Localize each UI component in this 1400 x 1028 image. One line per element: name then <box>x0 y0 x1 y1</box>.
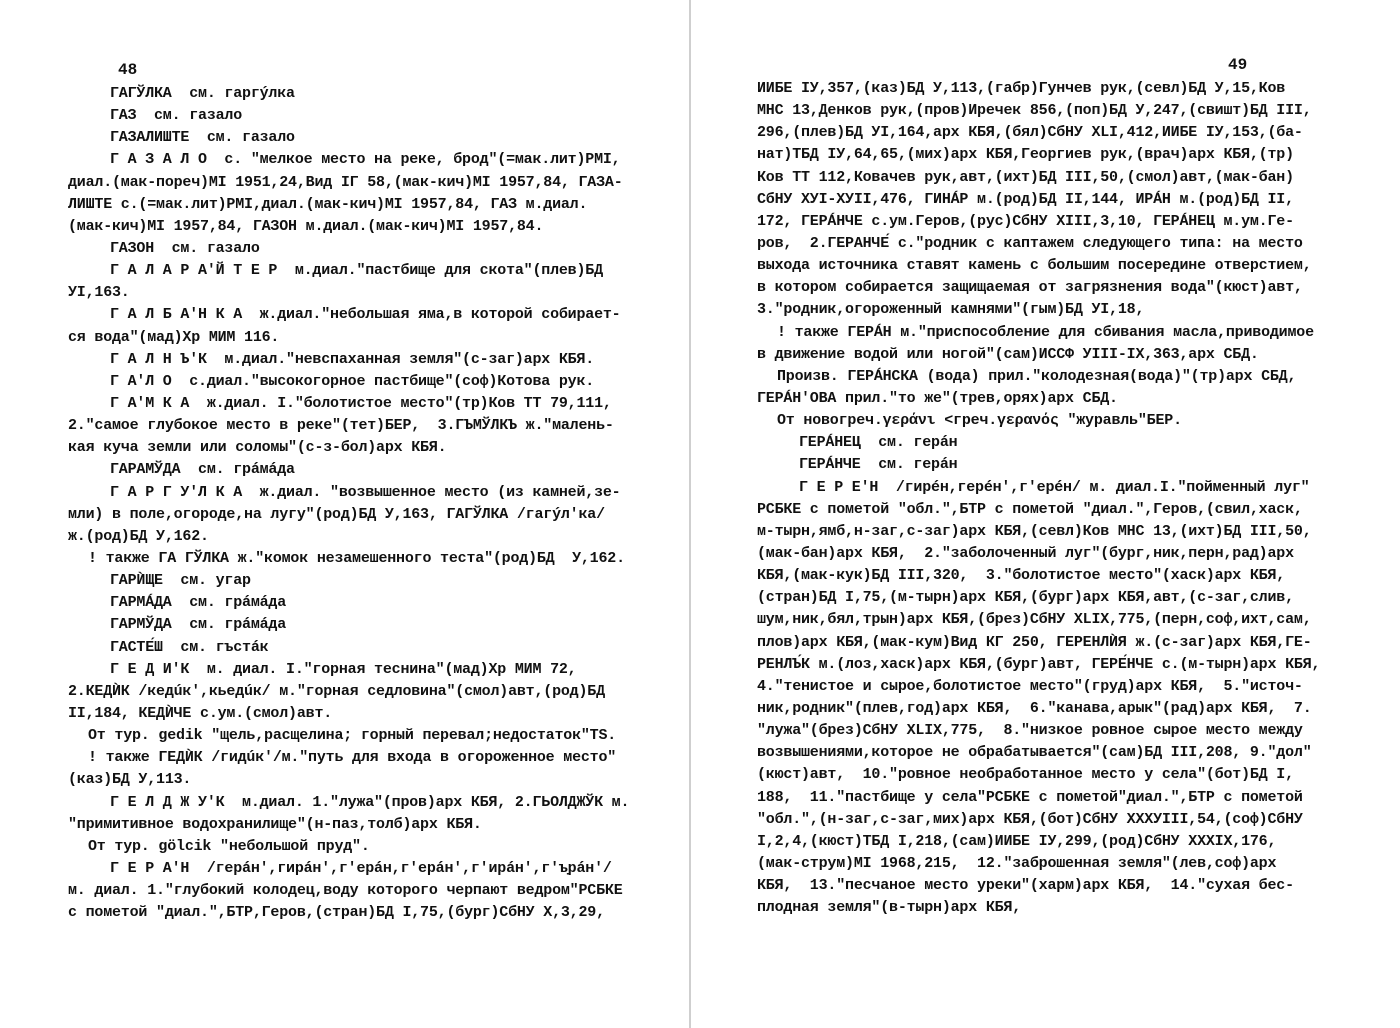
right-page <box>692 0 1400 1028</box>
text-line: выхода источника ставят камень с большим посередине отверстием, <box>757 257 1312 275</box>
text-line: Г Е Л Д Ж У'К м.диал. 1."лужа"(пров)арх КБЯ, 2.ГЬОЛДЖЎК м. <box>110 793 630 811</box>
text-line: ГЕРÁН'ОВА прил."то же"(трев,орях)арх СБД. <box>757 389 1118 407</box>
text-line: ж.(род)БД У,162. <box>68 527 209 545</box>
text-line: 3."родник,огороженный камнями"(гым)БД УІ,18, <box>757 301 1145 319</box>
text-line: плодная земля"(в-тырн)арх КБЯ, <box>757 899 1022 917</box>
text-line: Г А Л Н Ъ'К м.диал."невспаханная земля"(с-заг)арх КБЯ. <box>110 350 595 368</box>
text-line: От тур. gedik "щель,расщелина; горный перевал;недостаток"TS. <box>88 727 617 745</box>
text-line: "примитивное водохранилище"(н-паз,толб)арх КБЯ. <box>68 815 482 833</box>
text-line: ГЕРÁНЧЕ см. герáн <box>799 456 958 474</box>
text-line: ГАСТЕ́Ш см. гъстáк <box>110 638 269 656</box>
text-line: с пометой "диал.",БТР,Геров,(стран)БД І,75,(бург)СбНУ Х,3,29, <box>68 904 605 922</box>
text-line: диал.(мак-пореч)МІ 1951,24,Вид ІГ 58,(мак-кич)МІ 1957,84, ГАЗА- <box>68 173 623 191</box>
text-line: От новогреч.γεράνι <греч.γερανός "журавль"БЕР. <box>777 412 1182 430</box>
text-line: ! также ГЕДЍК /гидúк'/м."путь для входа в огороженное место" <box>88 749 617 767</box>
text-line: ГАРМÁДА см. грáмáда <box>110 594 287 612</box>
text-line: ЛИШТЕ с.(=мак.лит)РМІ,диал.(мак-кич)МІ 1957,84, ГАЗ м.диал. <box>68 195 588 213</box>
text-line: Г А'Л О с.диал."высокогорное пастбище"(соф)Котова рук. <box>110 372 595 390</box>
text-line: (каз)БД У,113. <box>68 771 192 789</box>
text-line: ГАГЎЛКА см. гаргýлка <box>110 85 295 102</box>
text-line: (стран)БД І,75,(м-тырн)арх КБЯ,(бург)арх КБЯ,авт,(с-заг,слив, <box>757 589 1294 607</box>
text-line: (кюст)авт, 10."ровное необработанное место у села"(бот)БД І, <box>757 766 1294 784</box>
text-line: ГАРЍЩЕ см. угар <box>110 572 251 590</box>
text-line: плов)арх КБЯ,(мак-кум)Вид КГ 250, ГЕРЕНЛЍЯ ж.(с-заг)арх КБЯ,ГЕ- <box>757 633 1312 651</box>
text-line: ІІ,184, КЕДЍЧЕ с.ум.(смол)авт. <box>68 704 333 722</box>
text-line: ГАРАМЎДА см. грáмáда <box>110 461 295 479</box>
text-line: м. диал. 1."глубокий колодец,воду которого черпают ведром"РСБКЕ <box>68 882 623 900</box>
text-line: (мак-струм)МІ 1968,215, 12."заброшенная земля"(лев,соф)арх <box>757 854 1277 872</box>
text-line: ров, 2.ГЕРАНЧЕ́ с."родник с каптажем следующего типа: на место <box>757 234 1303 252</box>
text-line: УІ,163. <box>68 284 130 302</box>
text-line: 2.КЕДЍК /кедúк',кьедúк/ м."горная седловина"(смол)авт,(род)БД <box>68 682 605 700</box>
text-line: в котором собирается защищаемая от загрязнения вода"(кюст)авт, <box>757 279 1303 297</box>
text-line: ник,родник"(плев,год)арх КБЯ, 6."канава,арык"(рад)арх КБЯ, 7. <box>757 699 1312 717</box>
text-line: Г А Л А Р А'Й Т Е Р м.диал."пастбище для скота"(плев)БД <box>110 262 603 280</box>
text-line: ИИБЕ ІУ,357,(каз)БД У,113,(габр)Гунчев рук,(севл)БД У,15,Ков <box>757 80 1286 97</box>
page-number: 48 <box>118 61 138 79</box>
text-line: (мак-кич)МІ 1957,84, ГАЗОН м.диал.(мак-кич)МІ 1957,84. <box>68 217 544 235</box>
text-line: мли) в поле,огороде,на лугу"(род)БД У,163, ГАГЎЛКА /гагýл'ка/ <box>68 505 605 523</box>
text-line: 296,(плев)БД УІ,164,арх КБЯ,(бял)СбНУ ХLІ,412,ИИБЕ ІУ,153,(ба- <box>757 124 1303 142</box>
text-line: 172, ГЕРÁНЧЕ с.ум.Геров,(рус)СбНУ ХІІІ,3,10, ГЕРÁНЕЦ м.ум.Ге- <box>757 212 1294 230</box>
text-line: ГАЗ см. газало <box>110 107 243 125</box>
text-line: в движение водой или ногой"(сам)ИССФ УІІІ-ІХ,363,арх СБД. <box>757 345 1259 363</box>
text-line: Г Е Р Е'Н /гирéн,герéн',г'ерéн/ м. диал.І."пойменный луг" <box>799 478 1310 496</box>
text-line: ГАЗАЛИШТЕ см. газало <box>110 129 295 147</box>
text-line: 4."тенистое и сырое,болотистое место"(груд)арх КБЯ, 5."источ- <box>757 677 1303 695</box>
text-line: Г А Р Г У'Л К А ж.диал. "возвышенное место (из камней,зе- <box>110 483 621 501</box>
text-line: 2."самое глубокое место в реке"(тет)БЕР, 3.ГЪМЎЛКЪ ж."малень- <box>68 417 614 435</box>
text-line: нат)ТБД ІУ,64,65,(мих)арх КБЯ,Георгиев рук,(врач)арх КБЯ,(тр) <box>757 146 1294 164</box>
text-line: ГЕРÁНЕЦ см. герáн <box>799 434 958 452</box>
text-line: "обл.",(н-заг,с-заг,мих)арх КБЯ,(бот)СбНУ ХХХУІІІ,54,(соф)СбНУ <box>757 810 1303 828</box>
text-line: кая куча земли или соломы"(с-з-бол)арх КБЯ. <box>68 439 447 457</box>
text-line: ! также ГА ГЎЛКА ж."комок незамешенного теста"(род)БД У,162. <box>88 549 625 567</box>
text-line: РЕНЛЪ́К м.(лоз,хаск)арх КБЯ,(бург)авт, ГЕРЕ́НЧЕ с.(м-тырн)арх КБЯ, <box>757 655 1321 673</box>
left-page <box>0 0 690 1028</box>
text-line: Произв. ГЕРÁНСКА (вода) прил."колодезная(вода)"(тр)арх СБД, <box>777 367 1297 385</box>
page-text <box>757 78 1320 919</box>
text-line: Г А З А Л О с. "мелкое место на реке, брод"(=мак.лит)РМІ, <box>110 151 621 169</box>
text-line: (мак-бан)арх КБЯ, 2."заболоченный луг"(бург,ник,перн,рад)арх <box>757 544 1294 562</box>
text-line: МНС 13,Денков рук,(пров)Иречек 856,(поп)БД У,247,(свишт)БД ІІІ, <box>757 102 1312 120</box>
text-line: Г Е Д И'К м. диал. І."горная теснина"(мад)Хр МИМ 72, <box>110 660 577 678</box>
text-line: Г А'М К А ж.диал. І."болотистое место"(тр)Ков ТТ 79,111, <box>110 394 612 412</box>
text-line: ! также ГЕРÁН м."приспособление для сбивания масла,приводимое <box>777 323 1314 341</box>
text-line: возвышениями,которое не обрабатывается"(сам)БД ІІІ,208, 9."дол" <box>757 744 1312 762</box>
text-line: шум,ник,бял,трын)арх КБЯ,(брез)СбНУ ХLІХ,775,(перн,соф,ихт,сам, <box>757 611 1312 629</box>
text-line: м-тырн,ямб,н-заг,с-заг)арх КБЯ,(севл)Ков МНС 13,(ихт)БД ІІІ,50, <box>757 522 1312 540</box>
text-line: Г Е Р А'Н /герáн',гирáн',г'ерáн,г'ерáн',г'ирáн',г'ъ̣рáн'/ <box>110 859 612 877</box>
text-line: КБЯ,(мак-кук)БД ІІІ,320, 3."болотистое место"(хаск)арх КБЯ, <box>757 567 1286 585</box>
text-line: "лужа"(брез)СбНУ ХLІХ,775, 8."низкое ровное сырое место между <box>757 722 1303 740</box>
text-line: Ков ТТ 112,Ковачев рук,авт,(ихт)БД ІІІ,50,(смол)авт,(мак-бан) <box>757 168 1294 186</box>
text-line: ГАЗОН см. газало <box>110 239 260 257</box>
text-line: Г А Л Б А'Н К А ж.диал."небольшая яма,в которой собирает- <box>110 306 621 324</box>
page-text <box>68 83 629 924</box>
text-line: РСБКЕ с пометой "обл.",БТР с пометой "диал.",Геров,(свил,хаск, <box>757 500 1303 518</box>
text-line: ся вода"(мад)Хр МИМ 116. <box>68 328 280 346</box>
text-line: ГАРМЎДА см. грáмáда <box>110 616 287 634</box>
text-line: КБЯ, 13."песчаное место уреки"(харм)арх КБЯ, 14."сухая бес- <box>757 877 1294 895</box>
text-line: СбНУ ХУІ-ХУІІ,476, ГИНÁР м.(род)БД ІІ,144, ИРÁН м.(род)БД ІІ, <box>757 190 1294 208</box>
text-line: 188, 11."пастбище у села"РСБКЕ с пометой"диал.",БТР с пометой <box>757 788 1303 806</box>
text-line: І,2,4,(кюст)ТБД І,218,(сам)ИИБЕ ІУ,299,(род)СбНУ ХХХІХ,176, <box>757 832 1277 850</box>
text-line: От тур. gölcik "небольшой пруд". <box>88 837 370 855</box>
page-number: 49 <box>1228 56 1248 74</box>
page-gutter-divider <box>689 0 691 1028</box>
